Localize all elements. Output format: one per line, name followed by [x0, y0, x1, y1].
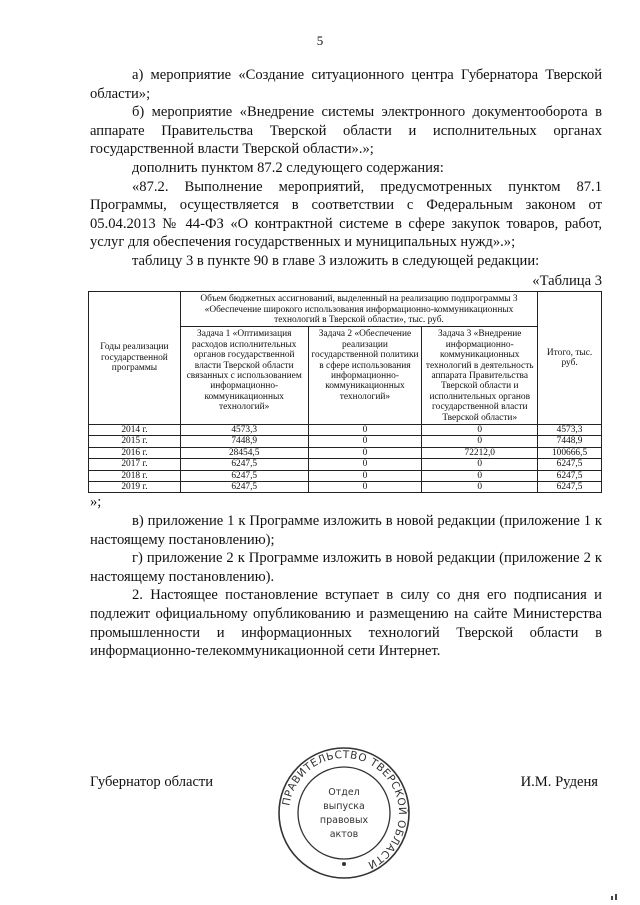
cell-total: 7448,9: [538, 436, 602, 447]
paragraph-a: а) мероприятие «Создание ситуационного центра Губернатора Тверской области»;: [90, 67, 602, 102]
budget-table: [88, 291, 602, 493]
cell-task-1: 7448,9: [180, 436, 308, 447]
cell-task-3: 0: [422, 470, 538, 481]
stamp-line-2: выпуска: [323, 801, 365, 812]
stamp-ring-text: ПРАВИТЕЛЬСТВО ТВЕРСКОЙ ОБЛАСТИ: [280, 748, 409, 872]
stamp-line-1: Отдел: [328, 787, 360, 798]
cell-task-3: 0: [422, 436, 538, 447]
header-task-1: Задача 1 «Оптимизация расходов исполнительных органов государственной власти Тверской области связанных с использованием информационно-коммуникационных технологий»: [180, 327, 308, 425]
cell-task-2: 0: [308, 470, 422, 481]
header-years: Годы реализации государственной программы: [89, 292, 181, 425]
table-caption: «Таблица 3: [532, 272, 602, 289]
cell-task-1: 28454,5: [180, 447, 308, 458]
stamp-line-4: актов: [329, 829, 359, 840]
signatory-name: И.М. Руденя: [520, 774, 598, 790]
cell-total: 6247,5: [538, 459, 602, 470]
header-task-3: Задача 3 «Внедрение информационно-коммуникационных технологий в деятельность аппарата Правительства Тверской области и исполнительных органов государственной власти Тверской области»: [422, 327, 538, 425]
cell-task-2: 0: [308, 482, 422, 493]
cell-task-1: 6247,5: [180, 459, 308, 470]
paragraph-b: б) мероприятие «Внедрение системы электронного документооборота в аппарате Правительства Тверской области и исполнительных органах государственной власти Тверской области».»;: [90, 104, 602, 158]
scan-mark-icon: [610, 893, 618, 901]
cell-task-2: 0: [308, 459, 422, 470]
paragraph-table-intro: таблицу 3 в пункте 90 в главе 3 изложить в следующей редакции:: [132, 252, 540, 269]
page-number: 5: [316, 33, 324, 48]
header-task-2: Задача 2 «Обеспечение реализации государственной политики в сфере использования информационно-коммуникационных технологий»: [308, 327, 422, 425]
table-row: [89, 482, 602, 493]
stamp-dot: [342, 862, 346, 866]
official-stamp: [276, 745, 412, 881]
cell-year: 2017 г.: [89, 459, 181, 470]
table-row: [89, 447, 602, 458]
table-closing-mark: »;: [90, 494, 102, 511]
cell-task-3: 0: [422, 482, 538, 493]
cell-task-1: 6247,5: [180, 482, 308, 493]
table-row: [89, 459, 602, 470]
cell-total: 4573,3: [538, 425, 602, 436]
cell-year: 2014 г.: [89, 425, 181, 436]
cell-task-3: 0: [422, 425, 538, 436]
cell-task-3: 0: [422, 459, 538, 470]
paragraph-add-point: дополнить пунктом 87.2 следующего содержания:: [132, 159, 444, 176]
cell-task-3: 72212,0: [422, 447, 538, 458]
header-group: Объем бюджетных ассигнований, выделенный на реализацию подпрограммы 3 «Обеспечение широкого использования информационно-коммуникационных технологий в Тверской области», тыс. руб.: [180, 292, 537, 327]
cell-year: 2016 г.: [89, 447, 181, 458]
paragraph-effective: 2. Настоящее постановление вступает в силу со дня его подписания и подлежит официальному опубликованию и размещению на сайте Министерства промышленности и информационных технологий Тверской области в информационно-телекоммуникационной сети Интернет.: [90, 587, 602, 660]
paragraph-g: г) приложение 2 к Программе изложить в новой редакции (приложение 2 к настоящему постановлению).: [90, 550, 602, 585]
cell-year: 2018 г.: [89, 470, 181, 481]
cell-total: 6247,5: [538, 470, 602, 481]
cell-task-1: 6247,5: [180, 470, 308, 481]
header-total: Итого, тыс. руб.: [538, 292, 602, 425]
paragraph-87-2: «87.2. Выполнение мероприятий, предусмотренных пунктом 87.1 Программы, осуществляется в соответствии с Федеральным законом от 05.04.2013 № 44-ФЗ «О контрактной системе в сфере закупок товаров, работ, услуг для обеспечения государственных и муниципальных нужд».»;: [90, 178, 602, 251]
stamp-line-3: правовых: [319, 815, 369, 826]
cell-task-1: 4573,3: [180, 425, 308, 436]
cell-task-2: 0: [308, 436, 422, 447]
cell-task-2: 0: [308, 425, 422, 436]
cell-task-2: 0: [308, 447, 422, 458]
cell-total: 6247,5: [538, 482, 602, 493]
paragraph-v: в) приложение 1 к Программе изложить в новой редакции (приложение 1 к настоящему постановлению);: [90, 513, 602, 548]
cell-total: 100666,5: [538, 447, 602, 458]
cell-year: 2015 г.: [89, 436, 181, 447]
stamp-inner-ring: [298, 767, 390, 859]
signatory-position: Губернатор области: [90, 774, 214, 790]
table-row: [89, 425, 602, 436]
document-body: [90, 66, 602, 661]
table-row: [89, 470, 602, 481]
cell-year: 2019 г.: [89, 482, 181, 493]
table-row: [89, 436, 602, 447]
